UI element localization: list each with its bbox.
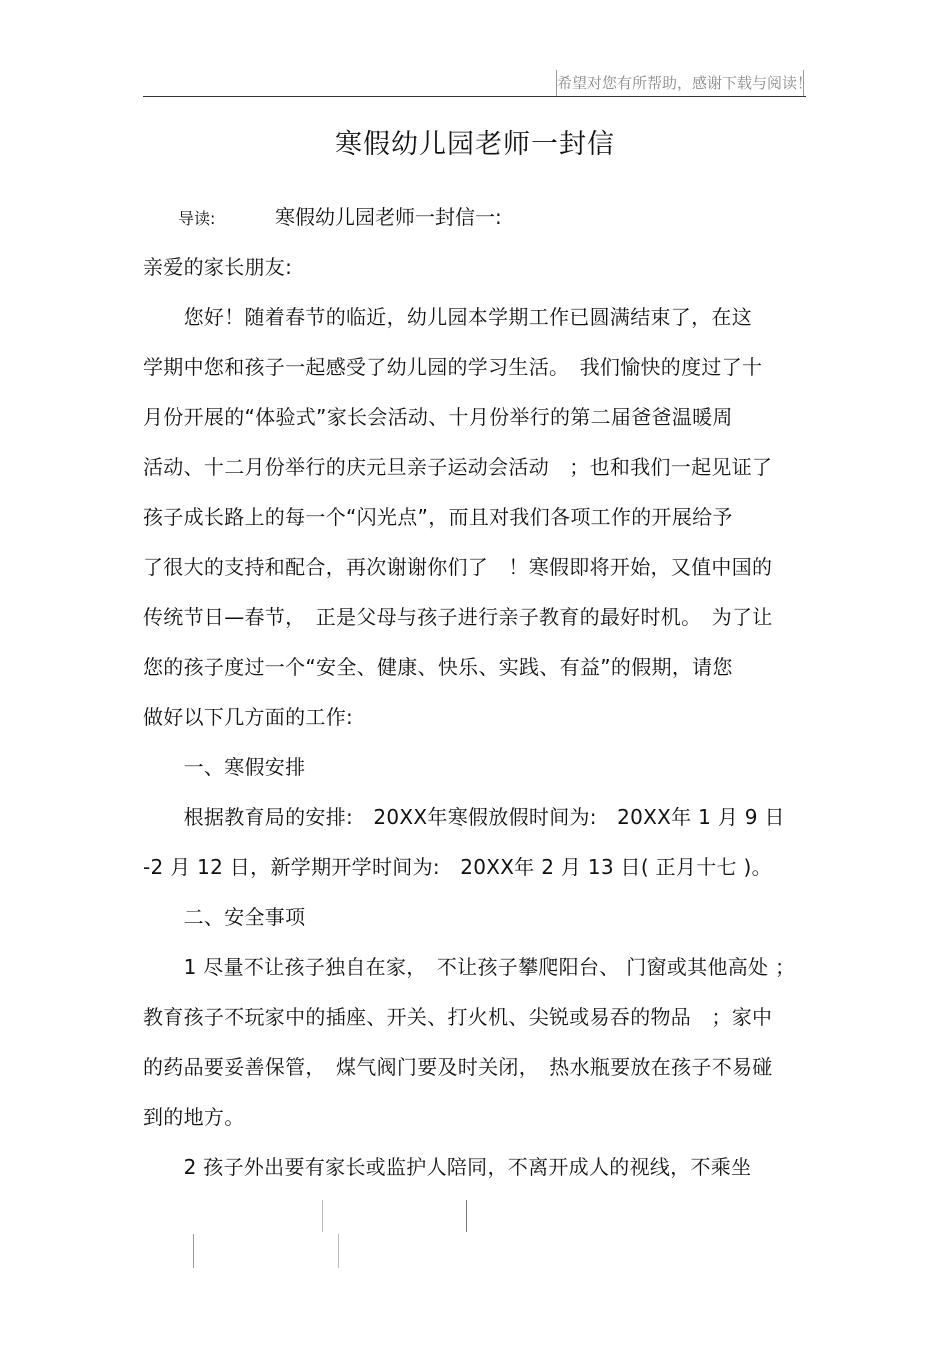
scan-mark xyxy=(338,1234,339,1268)
text-line: 做好以下几方面的工作: xyxy=(143,705,354,729)
text-line: 孩子成长路上的每一个“闪光点”，而且对我们各项工作的开展给予 xyxy=(143,505,733,529)
text-line: 的药品要妥善保管， 煤气阀门要及时关闭， 热水瓶要放在孩子不易碰 xyxy=(143,1055,773,1079)
intro-text: 寒假幼儿园老师一封信一: xyxy=(275,205,502,229)
text-line: 您的孩子度过一个“安全、健康、快乐、实践、有益”的假期，请您 xyxy=(143,655,733,679)
section-heading: 二、安全事项 xyxy=(143,905,306,929)
text-line: 月份开展的“体验式”家长会活动、十月份举行的第二届爸爸温暖周 xyxy=(143,405,733,429)
text-line: 您好！随着春节的临近，幼儿园本学期工作已圆满结束了，在这 xyxy=(143,305,752,329)
text-line: 活动、十二月份举行的庆元旦亲子运动会活动 ；也和我们一起见证了 xyxy=(143,455,773,479)
document-title: 寒假幼儿园老师一封信 xyxy=(335,129,615,160)
intro-label: 导读: xyxy=(178,209,216,228)
section-heading: 一、寒假安排 xyxy=(143,755,306,779)
scan-mark xyxy=(322,1200,323,1232)
header-divider xyxy=(143,96,806,97)
scan-mark xyxy=(466,1200,467,1232)
text-line: 到的地方。 xyxy=(143,1105,245,1129)
text-line: -2 月 12 日，新学期开学时间为: 20XX年 2 月 13 日( 正月十七 )。 xyxy=(143,855,772,879)
text-line: 根据教育局的安排: 20XX年寒假放假时间为: 20XX年 1 月 9 日 xyxy=(143,805,785,829)
text-line: 亲爱的家长朋友: xyxy=(143,255,293,279)
text-line: 了很大的支持和配合，再次谢谢你们了 ！寒假即将开始，又值中国的 xyxy=(143,555,773,579)
text-line: 传统节日—春节， 正是父母与孩子进行亲子教育的最好时机。 为了让 xyxy=(143,605,773,629)
header-note: 希望对您有所帮助，感谢下载与阅读！ xyxy=(556,70,804,96)
text-line: 2 孩子外出要有家长或监护人陪同，不离开成人的视线，不乘坐 xyxy=(143,1155,752,1179)
scan-mark xyxy=(193,1234,194,1268)
text-line: 1 尽量不让孩子独自在家， 不让孩子攀爬阳台、 门窗或其他高处 ； xyxy=(143,955,796,979)
text-line: 学期中您和孩子一起感受了幼儿园的学习生活。 我们愉快的度过了十 xyxy=(143,355,763,379)
text-line: 教育孩子不玩家中的插座、开关、打火机、尖锐或易吞的物品 ；家中 xyxy=(143,1005,773,1029)
